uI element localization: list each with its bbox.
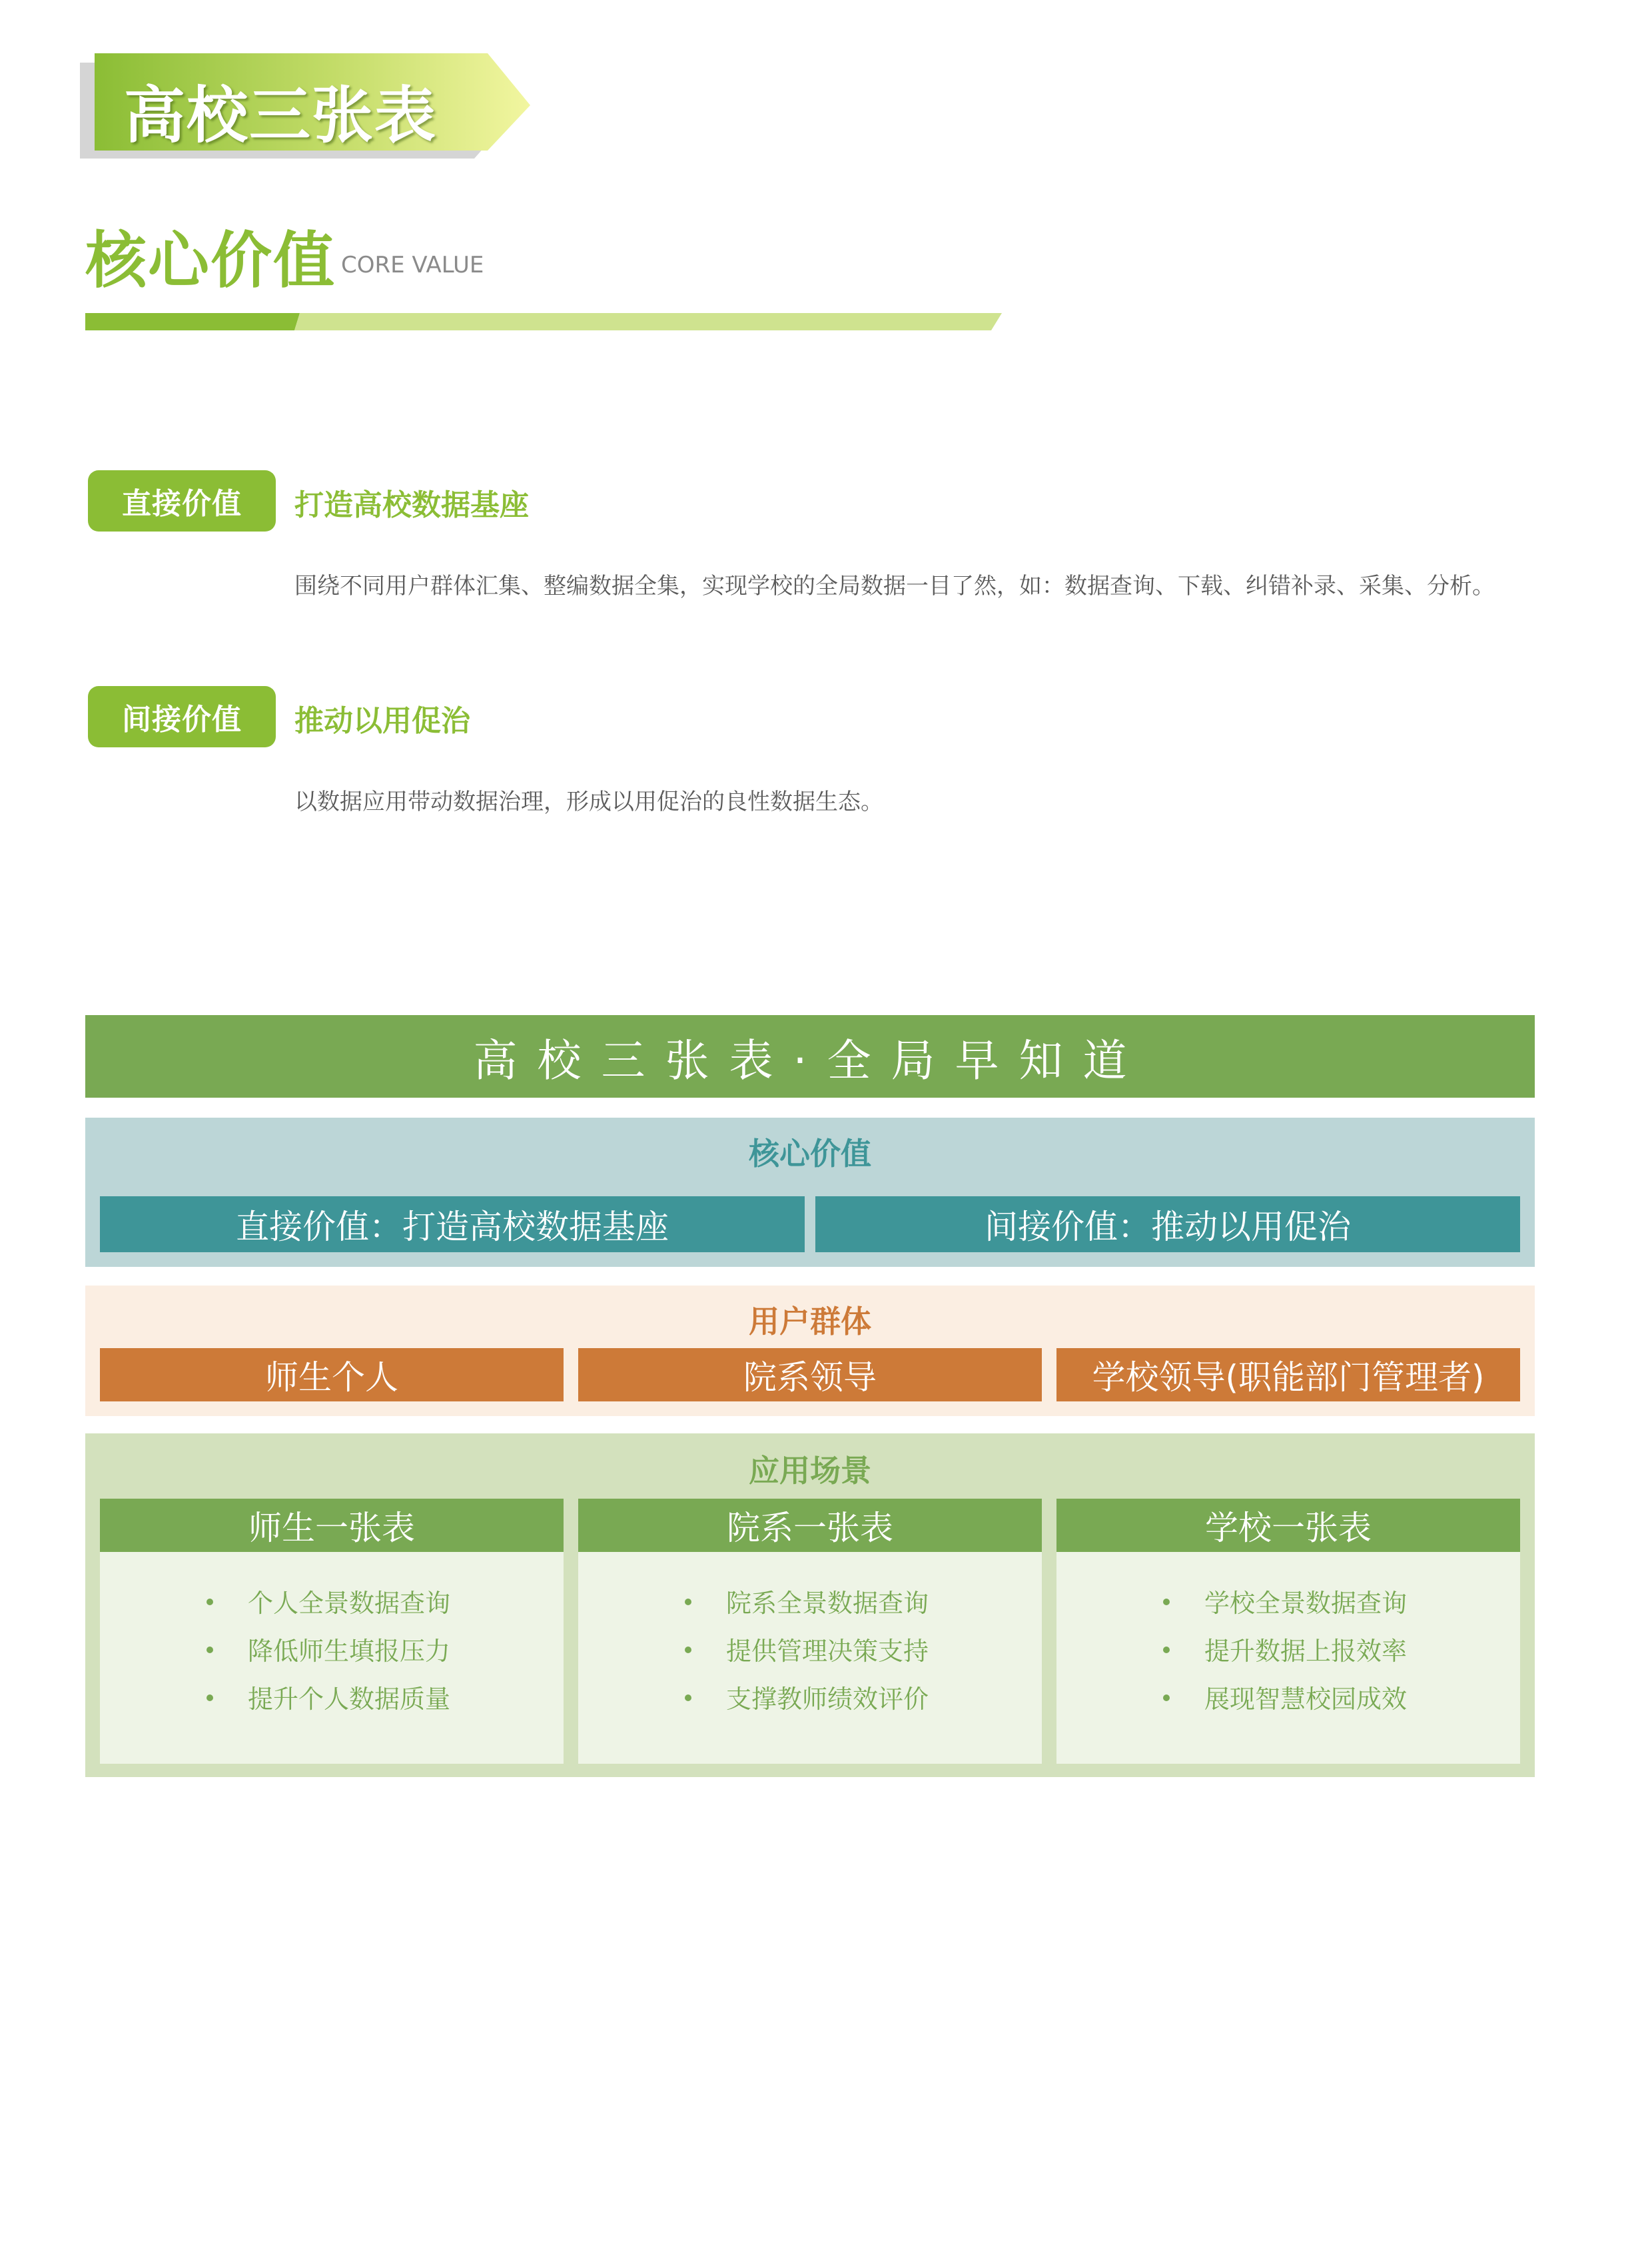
list-item: 支撑教师绩效评价 (578, 1679, 1042, 1726)
bullet-icon (1163, 1647, 1170, 1653)
indirect-value-badge: 间接价值 (88, 686, 276, 747)
direct-value-heading: 打造高校数据基座 (294, 488, 529, 522)
page-title: 高校三张表 (124, 80, 438, 151)
list-item: 提供管理决策支持 (578, 1631, 1042, 1679)
user-group-individual: 师生个人 (100, 1348, 564, 1401)
bullet-icon (685, 1647, 691, 1653)
bullet-icon (685, 1694, 691, 1701)
scenario-column-department (578, 1499, 1042, 1764)
core-value-panel-title: 核心价值 (749, 1136, 871, 1172)
direct-value-badge: 直接价值 (88, 470, 276, 532)
list-item: 提升数据上报效率 (1056, 1631, 1520, 1679)
framework-header: 高校三张表·全局早知道 (85, 1015, 1535, 1098)
direct-value-bar: 直接价值：打造高校数据基座 (100, 1196, 805, 1252)
bullet-icon (206, 1647, 213, 1653)
scenarios-panel (85, 1433, 1535, 1777)
indirect-value-description: 以数据应用带动数据治理，形成以用促治的良性数据生态。 (294, 789, 883, 815)
direct-value-description: 围绕不同用户群体汇集、整编数据全集，实现学校的全局数据一目了然，如：数据查询、下载、纠错补录、采集、分析。 (294, 573, 1495, 599)
section-title: 核心价值 (85, 225, 336, 296)
list-item: 院系全景数据查询 (578, 1583, 1042, 1631)
user-groups-panel (85, 1286, 1535, 1416)
section-underline (85, 313, 1002, 330)
bullet-icon (1163, 1694, 1170, 1701)
scenario-list (100, 1583, 564, 1726)
user-group-department-leader: 院系领导 (578, 1348, 1042, 1401)
list-item: 降低师生填报压力 (100, 1631, 564, 1679)
scenario-column-title: 院系一张表 (578, 1499, 1042, 1552)
bullet-icon (206, 1694, 213, 1701)
bullet-icon (685, 1599, 691, 1605)
indirect-value-heading: 推动以用促治 (294, 704, 470, 738)
bullet-icon (1163, 1599, 1170, 1605)
list-item: 学校全景数据查询 (1056, 1583, 1520, 1631)
user-group-school-leader: 学校领导(职能部门管理者) (1056, 1348, 1520, 1401)
user-groups-panel-title: 用户群体 (749, 1304, 871, 1339)
scenario-column-title: 师生一张表 (100, 1499, 564, 1552)
section-subtitle: CORE VALUE (341, 252, 484, 278)
title-banner (80, 53, 533, 159)
list-item: 提升个人数据质量 (100, 1679, 564, 1726)
scenario-list (578, 1583, 1042, 1726)
scenario-column-individual (100, 1499, 564, 1764)
bullet-icon (206, 1599, 213, 1605)
scenario-column-title: 学校一张表 (1056, 1499, 1520, 1552)
scenarios-panel-title: 应用场景 (749, 1453, 871, 1489)
scenario-column-school (1056, 1499, 1520, 1764)
list-item: 个人全景数据查询 (100, 1583, 564, 1631)
scenario-list (1056, 1583, 1520, 1726)
list-item: 展现智慧校园成效 (1056, 1679, 1520, 1726)
core-value-panel (85, 1118, 1535, 1267)
indirect-value-bar: 间接价值：推动以用促治 (815, 1196, 1520, 1252)
